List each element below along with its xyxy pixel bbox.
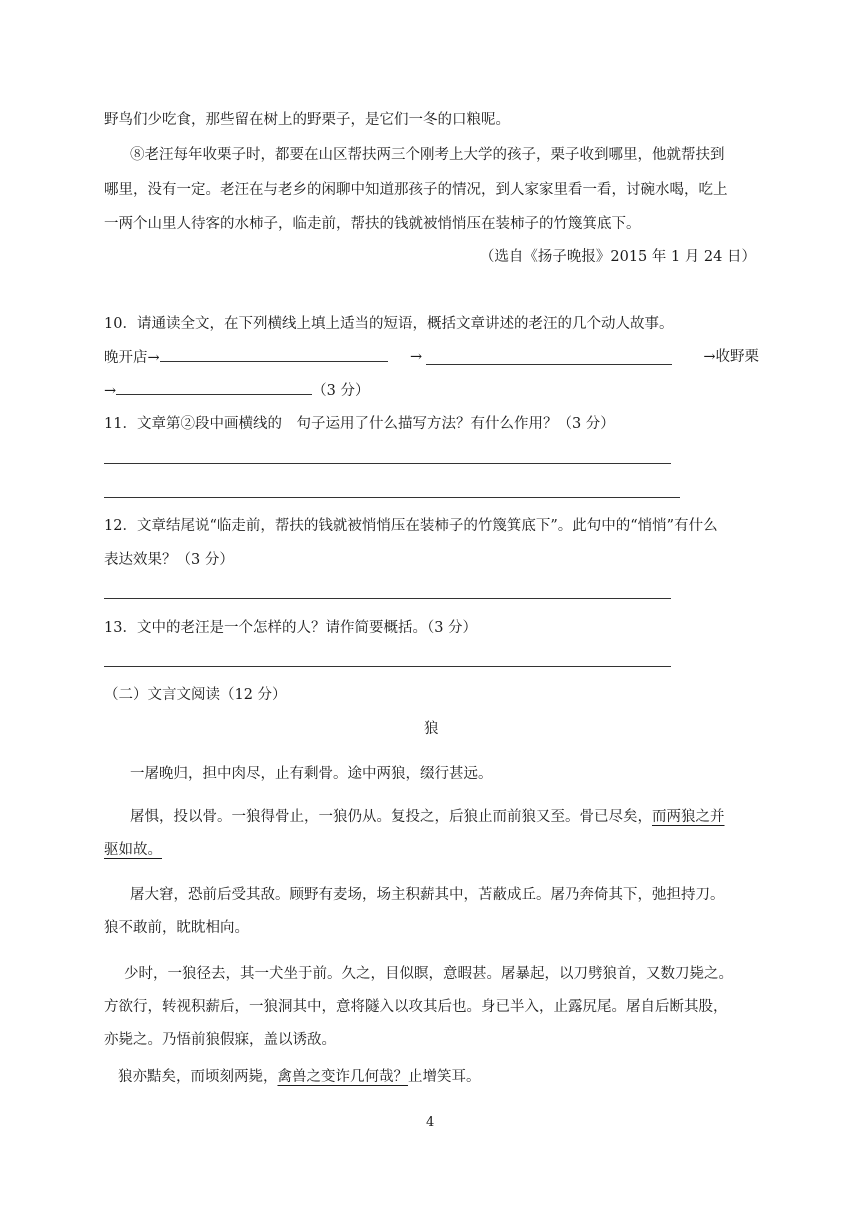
classical-paragraph-4-line-2: 方欲行，转视积薪后，一狼洞其中，意将隧入以攻其后也。身已半入，止露尻尾。屠自后断其股， [104,999,728,1015]
classical-paragraph-5 [118,1067,481,1087]
p2-underlined-b: 驱如故。 [104,842,162,858]
classical-paragraph-2-line-1 [130,807,725,827]
q10-blank-3[interactable] [116,380,312,395]
q10-blank-1[interactable] [160,347,388,362]
q10-arrow-4: → [104,383,117,399]
question-12-line-2: 表达效果？（3 分） [104,552,234,568]
question-10-row-1 [104,347,759,368]
classical-paragraph-2-line-2 [104,840,162,860]
classical-title: 狼 [424,721,439,737]
q10-item-1: 晚开店→ [104,350,160,366]
source-citation: （选自《扬子晚报》2015 年 1 月 24 日） [479,249,756,265]
question-11-stem: 11．文章第②段中画横线的 句子运用了什么描写方法？有什么作用？（3 分） [104,416,615,432]
q10-arrow-2: → [410,349,423,365]
paragraph-continuation: 野鸟们少吃食，那些留在树上的野栗子，是它们一冬的口粮呢。 [104,112,510,128]
question-13-stem: 13．文中的老汪是一个怎样的人？请作简要概括。（3 分） [104,620,478,636]
classical-paragraph-3-line-2: 狼不敢前，眈眈相向。 [104,920,249,936]
p2-text: 屠惧，投以骨。一狼得骨止，一狼仍从。复投之，后狼止而前狼又至。骨已尽矣， [130,809,652,825]
paragraph-8-line-1: ⑧老汪每年收栗子时，都要在山区帮扶两三个刚考上大学的孩子，栗子收到哪里，他就帮扶到 [130,147,725,163]
question-12-line-1: 12．文章结尾说“临走前，帮扶的钱就被悄悄压在装柿子的竹篾箕底下”。此句中的“悄悄”有什么 [104,518,718,534]
answer-line-q11-2[interactable] [104,497,680,498]
classical-paragraph-3-line-1: 屠大窘，恐前后受其敌。顾野有麦场，场主积薪其中，苫蔽成丘。屠乃奔倚其下，弛担持刀。 [130,887,725,903]
answer-line-q12[interactable] [104,598,671,599]
classical-paragraph-4-line-1: 少时，一狼径去，其一犬坐于前。久之，目似瞑，意暇甚。屠暴起，以刀劈狼首，又数刀毙之。 [124,966,733,982]
answer-line-q13[interactable] [104,666,671,667]
q10-score: （3 分） [312,383,370,399]
classical-paragraph-1: 一屠晚归，担中肉尽，止有剩骨。途中两狼，缀行甚远。 [130,766,493,782]
p5-text-a: 狼亦黠矣，而顷刻两毙， [118,1069,278,1085]
p5-underlined: 禽兽之变诈几何哉？ [277,1069,408,1085]
answer-line-q11-1[interactable] [104,463,671,464]
q10-item-end: →收野栗 [703,349,759,365]
page-number: 4 [426,1115,435,1130]
section-heading: （二）文言文阅读（12 分） [104,687,287,703]
question-10-stem: 10．请通读全文，在下列横线上填上适当的短语，概括文章讲述的老汪的几个动人故事。 [104,316,674,332]
p5-text-b: 止增笑耳。 [408,1069,481,1085]
q10-blank-2[interactable] [426,350,672,365]
paragraph-8-line-3: 一两个山里人待客的水柿子，临走前，帮扶的钱就被悄悄压在装柿子的竹篾箕底下。 [104,216,641,232]
question-10-row-2 [104,380,370,401]
p2-underlined-a: 而两狼之并 [652,809,725,825]
paragraph-8-line-2: 哪里，没有一定。老汪在与老乡的闲聊中知道那孩子的情况，到人家家里看一看，讨碗水喝，吃上 [104,182,728,198]
classical-paragraph-4-line-3: 亦毙之。乃悟前狼假寐，盖以诱敌。 [104,1032,336,1048]
